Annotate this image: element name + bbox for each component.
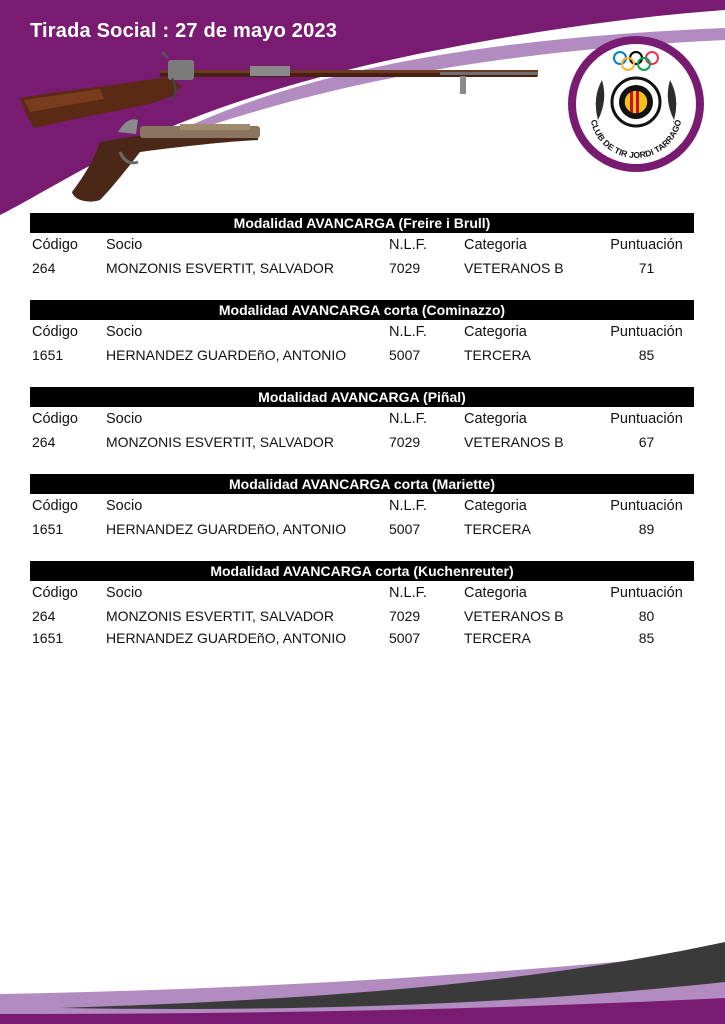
column-nlf-cell: 7029 [389, 434, 421, 450]
column-code-cell: 264 [32, 608, 56, 624]
column-member-cell: MONZONIS ESVERTIT, SALVADOR [106, 434, 334, 450]
column-category-cell: VETERANOS B [464, 434, 564, 450]
column-member-header: Socio [106, 498, 143, 514]
column-member-cell: MONZONIS ESVERTIT, SALVADOR [106, 608, 334, 624]
column-nlf-header: N.L.F. [389, 324, 427, 340]
column-category-header: Categoria [464, 324, 527, 340]
column-nlf-header: N.L.F. [389, 585, 427, 601]
column-category-header: Categoria [464, 237, 527, 253]
header-row [30, 494, 694, 518]
column-category-header: Categoria [464, 498, 527, 514]
column-member-cell: MONZONIS ESVERTIT, SALVADOR [106, 260, 334, 276]
column-score-header: Puntuación [610, 498, 683, 514]
column-score-cell: 71 [638, 260, 655, 276]
column-score-header: Puntuación [610, 324, 683, 340]
column-category-cell: TERCERA [464, 521, 531, 537]
column-category-header: Categoria [464, 411, 527, 427]
column-nlf-cell: 7029 [389, 260, 421, 276]
table-row [30, 627, 694, 649]
column-member-header: Socio [106, 585, 143, 601]
column-category-cell: VETERANOS B [464, 608, 564, 624]
column-code-cell: 1651 [32, 347, 64, 363]
result-section [30, 474, 694, 540]
column-nlf-header: N.L.F. [389, 411, 427, 427]
column-member-cell: HERNANDEZ GUARDEñO, ANTONIO [106, 630, 347, 646]
column-code-header: Código [32, 498, 78, 514]
column-code-header: Código [32, 411, 78, 427]
section-title: Modalidad AVANCARGA corta (Kuchenreuter) [30, 561, 694, 581]
column-member-cell: HERNANDEZ GUARDEñO, ANTONIO [106, 521, 347, 537]
column-score-header: Puntuación [610, 237, 683, 253]
results-table [30, 494, 694, 540]
header-artwork [0, 0, 725, 215]
column-category-header: Categoria [464, 585, 527, 601]
result-section [30, 213, 694, 279]
header-row [30, 233, 694, 257]
results-table [30, 581, 694, 649]
column-score-cell: 85 [638, 347, 655, 363]
table-row [30, 344, 694, 366]
column-code-cell: 264 [32, 434, 56, 450]
results-list [30, 213, 694, 670]
column-score-header: Puntuación [610, 585, 683, 601]
column-score-header: Puntuación [610, 411, 683, 427]
column-code-header: Código [32, 324, 78, 340]
result-section [30, 561, 694, 649]
table-row [30, 605, 694, 627]
column-score-cell: 67 [638, 434, 655, 450]
logo-text: CLUB DE TIR JORDI TARRAGÓ [588, 118, 684, 161]
column-score-cell: 85 [638, 630, 655, 646]
column-code-header: Código [32, 237, 78, 253]
column-member-header: Socio [106, 411, 143, 427]
column-score-cell: 80 [638, 608, 655, 624]
column-member-header: Socio [106, 237, 143, 253]
results-table [30, 233, 694, 279]
results-table [30, 320, 694, 366]
header-row [30, 407, 694, 431]
header-row [30, 320, 694, 344]
table-row [30, 518, 694, 540]
result-section [30, 300, 694, 366]
column-score-cell: 89 [638, 521, 655, 537]
column-category-cell: TERCERA [464, 630, 531, 646]
rifle-image [20, 52, 538, 128]
club-logo [568, 36, 704, 172]
column-nlf-cell: 5007 [389, 347, 421, 363]
column-member-header: Socio [106, 324, 143, 340]
table-row [30, 257, 694, 279]
column-code-cell: 1651 [32, 521, 64, 537]
column-code-cell: 264 [32, 260, 56, 276]
column-code-cell: 1651 [32, 630, 64, 646]
footer-banner [0, 934, 725, 1024]
page-title: Tirada Social : 27 de mayo 2023 [30, 20, 338, 42]
section-title: Modalidad AVANCARGA corta (Mariette) [30, 474, 694, 494]
column-category-cell: VETERANOS B [464, 260, 564, 276]
column-category-cell: TERCERA [464, 347, 531, 363]
target-icon [612, 78, 660, 126]
section-title: Modalidad AVANCARGA (Freire i Brull) [30, 213, 694, 233]
column-member-cell: HERNANDEZ GUARDEñO, ANTONIO [106, 347, 347, 363]
result-section [30, 387, 694, 453]
section-title: Modalidad AVANCARGA corta (Cominazzo) [30, 300, 694, 320]
table-row [30, 431, 694, 453]
column-nlf-cell: 7029 [389, 608, 421, 624]
column-nlf-header: N.L.F. [389, 498, 427, 514]
results-table [30, 407, 694, 453]
section-title: Modalidad AVANCARGA (Piñal) [30, 387, 694, 407]
header-row [30, 581, 694, 605]
column-nlf-cell: 5007 [389, 630, 421, 646]
column-nlf-header: N.L.F. [389, 237, 427, 253]
column-nlf-cell: 5007 [389, 521, 421, 537]
column-code-header: Código [32, 585, 78, 601]
pistol-image [72, 119, 260, 201]
